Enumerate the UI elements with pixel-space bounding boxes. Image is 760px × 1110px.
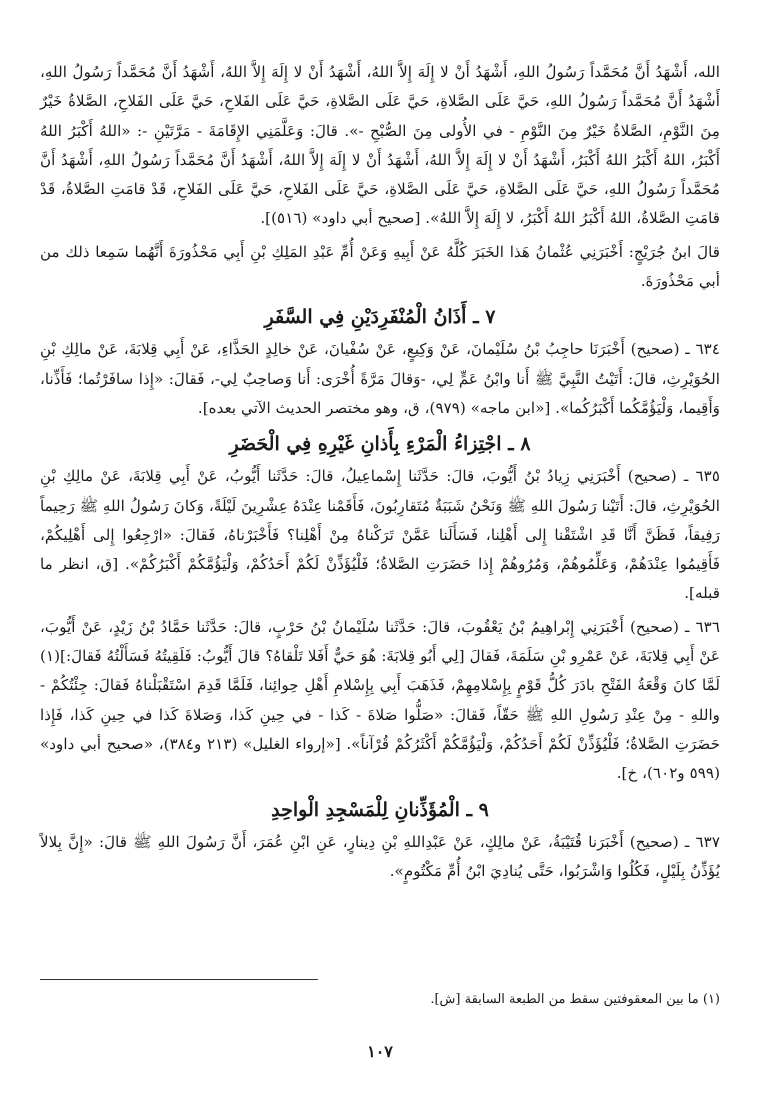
page-number: ١٠٧ xyxy=(367,1042,393,1061)
chapter-heading: ٨ ـ اجْتِزاءُ الْمَرْءِ بِأَذانِ غَيْرِهِ فِي الْحَضَرِ xyxy=(229,433,531,456)
page-body xyxy=(40,58,720,890)
hadith-paragraph: الله، أَشْهَدُ أَنَّ مُحَمَّداً رَسُولُ اللهِ، أَشْهَدُ أَنْ لا إِلَهَ إِلاَّ اللهُ، أَشْهَدُ أَنْ لا إِلَهَ إِلاَّ اللهُ، أَشْهَدُ أَنَّ مُحَمَّداً رَسُولُ اللهِ، أَشْهَدُ أَنَّ مُحَمَّداً رَسُولُ اللهِ، حَيَّ عَلَى الصَّلاةِ، حَيَّ عَلَى الصَّلاةِ، حَيَّ عَلَى الفَلاحِ، حَيَّ عَلَى الفَلاحِ، الصَّلاةُ خَيْرٌ مِنَ النَّوْمِ، الصَّلاةُ خَيْرٌ مِنَ النَّوْمِ - في الأُولى مِنَ الصُّبْحِ -». قالَ: وَعَلَّمَنِي الإِقَامَةَ - مَرَّتَيْنِ -: «اللهُ أَكْبَرُ اللهُ أَكْبَرُ، اللهُ أَكْبَرُ اللهُ أَكْبَرُ، أَشْهَدُ أَنْ لا إِلَهَ إِلاَّ اللهُ، أَشْهَدُ أَنْ لا إِلَهَ إِلاَّ اللهُ، أَشْهَدُ أَنَّ مُحَمَّداً رَسُولُ اللهِ، أَشْهَدُ أَنَّ مُحَمَّداً رَسُولُ اللهِ، حَيَّ عَلَى الصَّلاةِ، حَيَّ عَلَى الصَّلاةِ، حَيَّ عَلَى الفَلاحِ، حَيَّ عَلَى الفَلاحِ، قَدْ قامَتِ الصَّلاةُ، قَدْ قامَتِ الصَّلاةُ، اللهُ أَكْبَرُ اللهُ أَكْبَرُ، لا إِلَهَ إِلاَّ اللهُ». [صحيح أبي داود» (٥١٦)]. xyxy=(40,63,720,228)
footnote: (١) ما بين المعقوفتين سقط من الطبعة السابقة [ش]. xyxy=(430,992,720,1007)
hadith-paragraph: ٦٣٥ ـ (صحيح) أَخْبَرَنِي زِيادُ بْنُ أَيُّوبَ، قالَ: حَدَّثَنا إِسْماعِيلُ، قالَ: حَدَّثَنا أَيُّوبُ، عَنْ أَبِي قِلابَةَ، عَنْ مالِكِ بْنِ الحُوَيْرِثِ، قالَ: أَتَيْنا رَسُولَ اللهِ ﷺ وَنَحْنُ شَبَبَةٌ مُتَقارِبُونَ، فَأَقَمْنا عِنْدَهُ عِشْرِينَ لَيْلَةً، وَكانَ رَسُولُ اللهِ ﷺ رَحِيماً رَفِيقاً، فَظَنَّ أَنَّا قَدِ اشْتَقْنا إِلى أَهْلِنا، فَسَأَلَنا عَمَّنْ تَرَكْناهُ مِنْ أَهْلِنا؟ فَأَخْبَرْناهُ، فَقالَ: «ارْجِعُوا إِلى أَهْلِيكُمْ، فَأَقِيمُوا عِنْدَهُمْ، وَعَلِّمُوهُمْ، وَمُرُوهُمْ إِذا حَضَرَتِ الصَّلاةُ؛ فَلْيُؤَذِّنْ لَكُمْ أَحَدُكُمْ، وَلْيَؤُمَّكُمْ أَكْبَرُكُمْ». [ق، انظر ما قبله]. xyxy=(40,467,720,603)
chapter-heading: ٩ ـ الْمُؤَذِّنانِ لِلْمَسْجِدِ الْواحِدِ xyxy=(271,798,489,821)
hadith-paragraph: ٦٣٤ ـ (صحيح) أَخْبَرَنَا حاجِبُ بْنُ سُلَيْمانَ، عَنْ وَكِيعٍ، عَنْ سُفْيانَ، عَنْ خالِدٍ الحَذَّاءِ، عَنْ أَبِي قِلابَةَ، عَنْ مالِكِ بْنِ الحُوَيْرِثِ، قالَ: أَتَيْتُ النَّبِيَّ ﷺ أَنا وابْنُ عَمٍّ لِي، -وَقالَ مَرَّةً أُخْرَى: أَنا وَصاحِبٌ لِي-، فَقالَ: «إِذا سافَرْتُما؛ فَأَذِّنا، وَأَقِيما، وَلْيَؤُمَّكُما أَكْبَرُكُما». [«ابن ماجه» (٩٧٩)، ق، وهو مختصر الحديث الآتي بعده]. xyxy=(40,340,720,417)
hadith-paragraph: ٦٣٧ ـ (صحيح) أَخْبَرَنا قُتَيْبَةُ، عَنْ مالِكٍ، عَنْ عَبْدِاللهِ بْنِ دِينارٍ، عَنِ ابْنِ عُمَرَ، أَنَّ رَسُولَ اللهِ ﷺ قالَ: «إِنَّ بِلالاً يُؤَذِّنُ بِلَيْلٍ، فَكُلُوا وَاشْرَبُوا، حَتَّى يُنادِيَ ابْنُ أُمِّ مَكْتُومٍ». xyxy=(40,832,720,880)
hadith-paragraph: قالَ ابنُ جُرَيْجٍ: أَخْبَرَنِي عُثْمانُ هَذا الخَبَرَ كُلَّهُ عَنْ أَبِيهِ وَعَنْ أُمِّ عَبْدِ المَلِكِ بْنِ أَبِي مَحْذُورَةَ أَنَّهُما سَمِعا ذلك من أبي مَحْذُورَةَ. xyxy=(40,242,720,291)
hadith-paragraph: ٦٣٦ ـ (صحيح) أَخْبَرَنِي إِبْراهِيمُ بْنُ يَعْقُوبَ، قالَ: حَدَّثَنا سُلَيْمانُ بْنُ حَرْبٍ، قالَ: حَدَّثَنا حَمَّادُ بْنُ زَيْدٍ، عَنْ أَيُّوبَ، عَنْ أَبِي قِلابَةَ، عَنْ عَمْرِو بْنِ سَلَمَةَ، فَقالَ [لِي أَبُو قِلابَةَ: هُوَ حَيٌّ أَفَلا تَلْقاهُ؟ قالَ أَيُّوبُ: فَلَقِيتُهُ فَسَأَلْتُهُ فَقالَ:](١) لَمَّا كانَ وَقْعَةُ الفَتْحِ بادَرَ كُلُّ قَوْمٍ بِإِسْلامِهِمْ، فَذَهَبَ أَبِي بِإِسْلامِ أَهْلِ حِوائِنا، فَلَمَّا قَدِمَ اسْتَقْبَلْناهُ فَقالَ: جِئْتُكُمْ - واللهِ - مِنْ عِنْدِ رَسُولِ اللهِ ﷺ حَقّاً، فَقالَ: «صَلُّوا صَلاةَ - كَذا - في حِينِ كَذا، وَصَلاةَ كَذا في حِينِ كَذا، فَإِذا حَضَرَتِ الصَّلاةُ؛ فَلْيُؤَذِّنْ لَكُمْ أَحَدُكُمْ، وَلْيَؤُمَّكُمْ أَكْثَرُكُمْ قُرْآناً». [«إرواء الغليل» (٢١٣ و٣٨٤)، «صحيح أبي داود» (٥٩٩ و٦٠٢)، خ]. xyxy=(40,617,720,783)
footnote-divider xyxy=(40,979,318,980)
chapter-heading: ٧ ـ أَذَانُ الْمُنْفَرِدَيْنِ فِي السَّفَرِ xyxy=(264,306,496,329)
